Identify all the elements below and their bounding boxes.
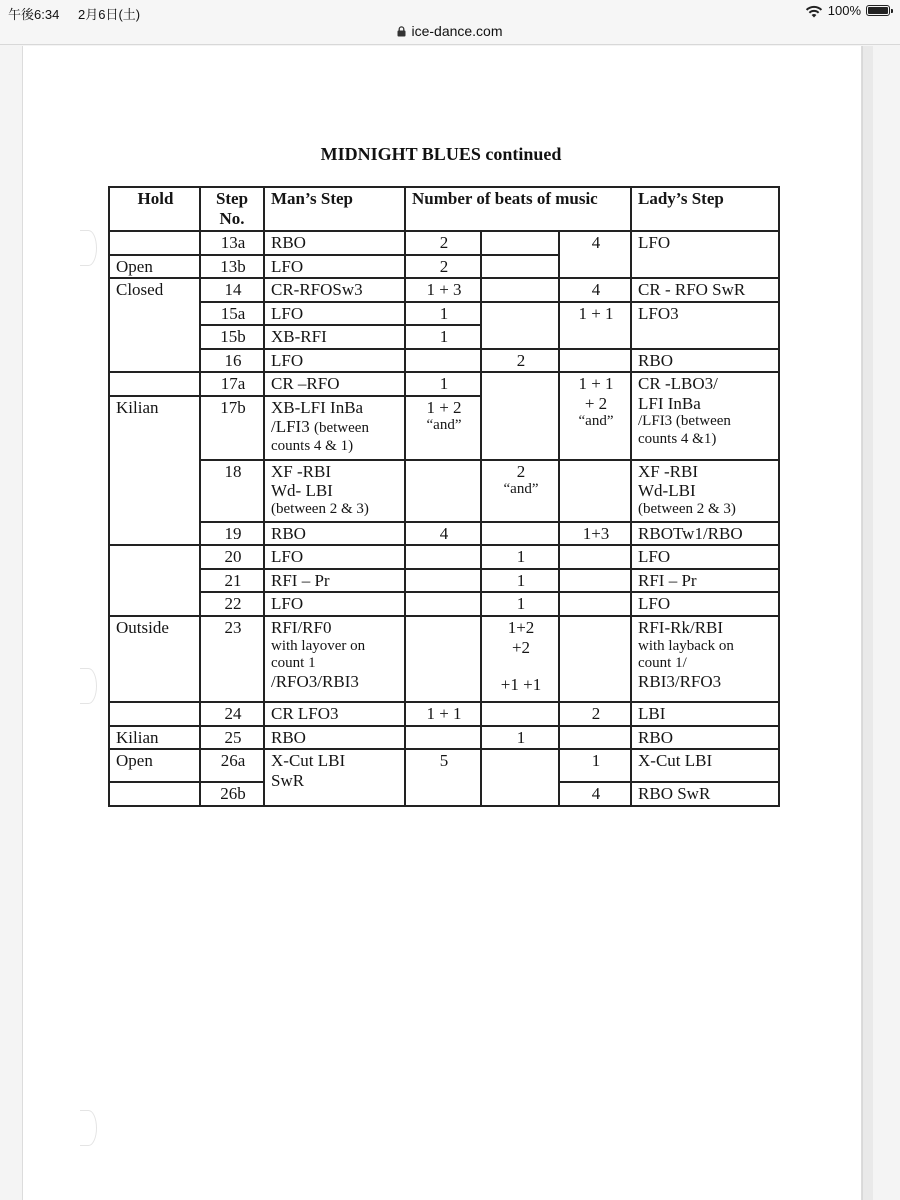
status-time: 午後6:34 — [8, 7, 60, 22]
ladys-step-cell — [631, 460, 779, 522]
status-right-group — [805, 3, 890, 18]
table-row — [109, 545, 779, 569]
beats-shared-line: “and” — [503, 481, 539, 498]
step-no-cell: 25 — [200, 726, 264, 750]
beats-shared-cell — [481, 460, 559, 522]
table-header-row — [109, 187, 779, 231]
beats-lady-cell: 1+3 — [559, 522, 631, 546]
beats-man-cell: 1 — [405, 372, 481, 396]
punch-hole-mark — [80, 1110, 97, 1146]
step-no-cell: 13b — [200, 255, 264, 279]
ladys-step-cell: LFO — [631, 545, 779, 569]
hold-cell — [109, 231, 200, 255]
mans-step-cell: RFI – Pr — [264, 569, 405, 593]
ladys-step-cell: LFO3 — [631, 302, 779, 349]
mans-step-line: X-Cut LBI — [271, 751, 346, 771]
ladys-step-cell: RBO SwR — [631, 782, 779, 806]
ladys-step-cell: LFO — [631, 231, 779, 278]
table-row — [109, 616, 779, 702]
ladys-step-line: RFI-Rk/RBI — [638, 618, 724, 638]
ladys-step-cell: CR - RFO SwR — [631, 278, 779, 302]
beats-man-cell — [405, 616, 481, 702]
step-no-cell: 19 — [200, 522, 264, 546]
table-row — [109, 231, 779, 255]
punch-hole-mark — [80, 230, 97, 266]
mans-step-cell — [264, 616, 405, 702]
step-no-cell: 14 — [200, 278, 264, 302]
battery-level — [868, 7, 888, 14]
page-edge — [862, 46, 873, 1200]
ladys-step-cell: LFO — [631, 592, 779, 616]
table-row — [109, 349, 779, 373]
beats-shared-line: 2 — [516, 461, 526, 481]
beats-lady-cell: 4 — [559, 782, 631, 806]
mans-step-cell: CR-RFOSw3 — [264, 278, 405, 302]
ladys-step-cell: RBO — [631, 726, 779, 750]
ladys-step-line: RBI3/RFO3 — [638, 672, 722, 692]
beats-shared-cell — [481, 231, 559, 255]
header-mans-step: Man’s Step — [264, 187, 405, 231]
steps-table — [108, 186, 780, 807]
beats-spacer — [488, 657, 554, 675]
lock-icon — [397, 26, 406, 37]
mans-step-line — [271, 417, 400, 437]
step-no-cell: 23 — [200, 616, 264, 702]
beats-lady-cell — [559, 726, 631, 750]
beats-man-cell: 2 — [405, 255, 481, 279]
hold-cell — [109, 372, 200, 396]
mans-step-cell: RBO — [264, 522, 405, 546]
beats-shared-cell — [481, 616, 559, 702]
url-domain[interactable]: ice-dance.com — [411, 23, 503, 39]
beats-lady-line: “and” — [578, 413, 614, 430]
status-bar — [0, 0, 900, 22]
punch-hole-mark — [80, 668, 97, 704]
ladys-step-cell: X-Cut LBI — [631, 749, 779, 782]
beats-lady-cell — [559, 545, 631, 569]
hold-cell — [109, 782, 200, 806]
beats-man-cell — [405, 545, 481, 569]
table-row — [109, 372, 779, 396]
step-no-cell: 15b — [200, 325, 264, 349]
table-row — [109, 726, 779, 750]
beats-man-cell: 5 — [405, 749, 481, 806]
beats-lady-cell — [559, 592, 631, 616]
beats-man-cell — [405, 726, 481, 750]
hold-cell: Kilian — [109, 396, 200, 546]
beats-man-cell: 1 + 3 — [405, 278, 481, 302]
step-no-cell: 26b — [200, 782, 264, 806]
mans-step-cell — [264, 749, 405, 806]
mans-step-cell: XB-RFI — [264, 325, 405, 349]
beats-shared-cell: 1 — [481, 726, 559, 750]
beats-man-cell — [405, 460, 481, 522]
mans-step-cell: CR LFO3 — [264, 702, 405, 726]
header-step-no: Step No. — [200, 187, 264, 231]
beats-shared-line: +2 — [511, 637, 531, 657]
ladys-step-line: CR -LBO3/ — [638, 374, 718, 394]
step-no-cell: 15a — [200, 302, 264, 326]
mans-step-cell — [264, 460, 405, 522]
table-row — [109, 278, 779, 302]
mans-step-cell — [264, 396, 405, 460]
beats-shared-cell — [481, 278, 559, 302]
url-bar[interactable] — [0, 22, 900, 45]
status-date: 2月6日(土) — [78, 7, 141, 22]
hold-cell: Kilian — [109, 726, 200, 750]
beats-shared-cell — [481, 702, 559, 726]
step-no-cell: 18 — [200, 460, 264, 522]
step-no-cell: 21 — [200, 569, 264, 593]
beats-man-cell — [405, 592, 481, 616]
mans-step-cell: RBO — [264, 231, 405, 255]
table-row — [109, 592, 779, 616]
table-row — [109, 702, 779, 726]
mans-step-line: XF -RBI — [271, 461, 331, 481]
wifi-icon — [805, 4, 823, 18]
ladys-step-line: LFI InBa — [638, 393, 701, 413]
beats-lady-cell — [559, 460, 631, 522]
beats-man-cell — [405, 396, 481, 460]
beats-shared-cell: 1 — [481, 592, 559, 616]
header-beats: Number of beats of music — [405, 187, 631, 231]
step-no-cell: 20 — [200, 545, 264, 569]
table-row — [109, 569, 779, 593]
beats-man-cell: 1 — [405, 325, 481, 349]
beats-lady-line: + 2 — [584, 393, 608, 413]
mans-step-line: with layover on — [271, 637, 366, 654]
document-title: MIDNIGHT BLUES continued — [320, 144, 562, 164]
beats-man-cell: 2 — [405, 231, 481, 255]
ladys-step-line: /LFI3 (between — [638, 413, 731, 430]
ladys-step-cell: RBOTw1/RBO — [631, 522, 779, 546]
beats-shared-cell: 2 — [481, 349, 559, 373]
hold-cell: Open — [109, 749, 200, 782]
mans-step-cell: LFO — [264, 592, 405, 616]
hold-cell: Outside — [109, 616, 200, 702]
ladys-step-line: with layback on — [638, 637, 734, 654]
hold-cell — [109, 702, 200, 726]
ladys-step-line: Wd-LBI — [638, 481, 696, 501]
beats-shared-cell — [481, 749, 559, 806]
beats-lady-cell — [559, 349, 631, 373]
header-hold: Hold — [109, 187, 200, 231]
mans-step-line: Wd- LBI — [271, 481, 333, 501]
mans-step-line: (between 2 & 3) — [271, 500, 369, 517]
ladys-step-line: count 1/ — [638, 654, 687, 671]
beats-lady-cell — [559, 372, 631, 460]
mans-step-fragment: (between — [313, 420, 369, 437]
mans-step-line: counts 4 & 1) — [271, 437, 354, 454]
ladys-step-line: counts 4 &1) — [638, 430, 717, 447]
beats-shared-line: 1+2 — [507, 618, 535, 638]
hold-cell — [109, 545, 200, 616]
table-row — [109, 522, 779, 546]
mans-step-cell: LFO — [264, 545, 405, 569]
beats-man-cell — [405, 349, 481, 373]
beats-shared-cell — [481, 372, 559, 460]
beats-man-cell: 1 + 1 — [405, 702, 481, 726]
mans-step-line: /RFO3/RBI3 — [271, 672, 359, 692]
beats-shared-cell: 1 — [481, 569, 559, 593]
ladys-step-line: XF -RBI — [638, 461, 698, 481]
beats-lady-cell: 1 + 1 — [559, 302, 631, 349]
ladys-step-cell: LBI — [631, 702, 779, 726]
beats-lady-cell — [559, 569, 631, 593]
ladys-step-cell: RBO — [631, 349, 779, 373]
beats-man-cell: 4 — [405, 522, 481, 546]
table-row — [109, 460, 779, 522]
ladys-step-cell: RFI – Pr — [631, 569, 779, 593]
ladys-step-line: (between 2 & 3) — [638, 500, 736, 517]
mans-step-cell: LFO — [264, 255, 405, 279]
mans-step-line: SwR — [271, 770, 305, 790]
beats-shared-cell — [481, 302, 559, 349]
beats-shared-cell: 1 — [481, 545, 559, 569]
header-ladys-step: Lady’s Step — [631, 187, 779, 231]
mans-step-line: count 1 — [271, 654, 316, 671]
beats-shared-cell — [481, 255, 559, 279]
step-no-cell: 26a — [200, 749, 264, 782]
url-bar-content — [0, 23, 900, 39]
battery-percent: 100% — [827, 3, 861, 18]
beats-lady-cell: 2 — [559, 702, 631, 726]
mans-step-cell: RBO — [264, 726, 405, 750]
step-no-cell: 24 — [200, 702, 264, 726]
beats-man-cell — [405, 569, 481, 593]
mans-step-line: XB-LFI InBa — [271, 397, 364, 417]
step-no-cell: 16 — [200, 349, 264, 373]
beats-man-cell: 1 — [405, 302, 481, 326]
beats-lady-cell: 4 — [559, 231, 631, 278]
mans-step-cell: CR –RFO — [264, 372, 405, 396]
beats-lady-cell — [559, 616, 631, 702]
table-row — [109, 749, 779, 782]
mans-step-cell: LFO — [264, 349, 405, 373]
hold-cell: Open — [109, 255, 200, 279]
beats-lady-cell: 1 — [559, 749, 631, 782]
beats-shared-cell — [481, 522, 559, 546]
beats-lady-cell: 4 — [559, 278, 631, 302]
mans-step-cell: LFO — [264, 302, 405, 326]
mans-step-fragment: /LFI3 — [271, 417, 310, 437]
ladys-step-cell — [631, 616, 779, 702]
step-no-cell: 17b — [200, 396, 264, 460]
battery-icon — [866, 5, 890, 16]
beats-shared-line: +1 +1 — [500, 675, 542, 695]
ladys-step-cell — [631, 372, 779, 460]
beats-man-line: “and” — [426, 417, 462, 434]
beats-man-line: 1 + 2 — [426, 397, 462, 417]
step-no-cell: 22 — [200, 592, 264, 616]
step-no-cell: 17a — [200, 372, 264, 396]
table-row — [109, 302, 779, 326]
hold-cell: Closed — [109, 278, 200, 372]
step-no-cell: 13a — [200, 231, 264, 255]
beats-lady-line: 1 + 1 — [578, 374, 614, 394]
mans-step-line: RFI/RF0 — [271, 618, 332, 638]
